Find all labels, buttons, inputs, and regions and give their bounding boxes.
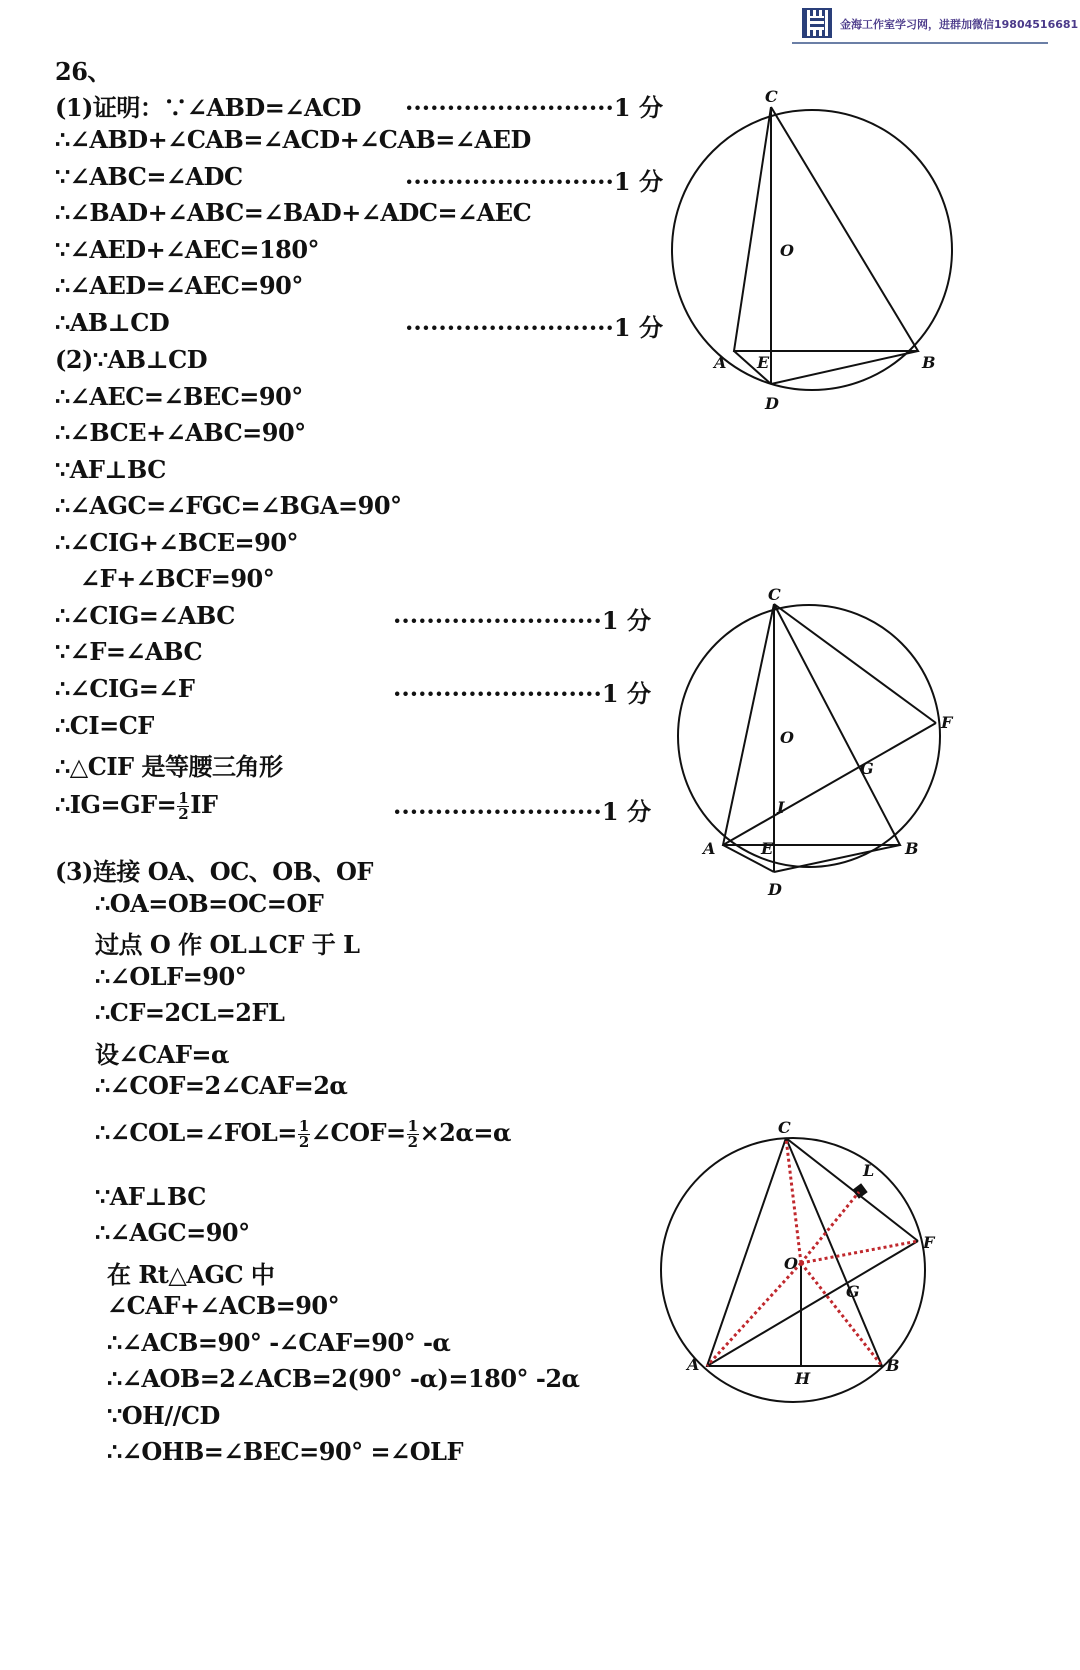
point-label: B: [886, 1356, 900, 1375]
proof-line: ∠CAF+∠ACB=90°: [107, 1291, 340, 1320]
geometry-figure-2: [665, 585, 985, 910]
score-dots: ·························: [405, 93, 614, 122]
proof-line: (2)∵AB⊥CD: [55, 345, 208, 374]
proof-line: ∵OH//CD: [107, 1401, 220, 1430]
proof-line: ∵AF⊥BC: [95, 1182, 206, 1211]
proof-line: ∴OA=OB=OC=OF: [95, 889, 324, 918]
proof-line: ∴∠OLF=90°: [95, 962, 247, 991]
score-label: 1 分: [601, 606, 651, 635]
triangle-abc: [723, 604, 900, 845]
point-label: C: [768, 585, 781, 604]
denominator: 2: [298, 1133, 309, 1151]
text-segment: ∠COF=: [310, 1118, 406, 1147]
proof-line: (3)连接 OA、OC、OB、OF: [55, 857, 373, 886]
dashed-oa: [707, 1263, 801, 1366]
point-label: F: [923, 1233, 935, 1252]
point-label: C: [765, 87, 778, 106]
proof-line: ∵∠ABC=∠ADC: [55, 162, 243, 191]
proof-line: ∴∠BAD+∠ABC=∠BAD+∠ADC=∠AEC: [55, 198, 532, 227]
proof-line: 设∠CAF=α: [95, 1040, 229, 1069]
proof-line-fraction: [95, 1118, 511, 1150]
point-label: A: [687, 1355, 700, 1374]
proof-line-fraction: [55, 790, 217, 822]
text-segment: ×2α=α: [419, 1118, 511, 1147]
qr-code-icon: [802, 8, 832, 38]
segment-bd: [774, 845, 900, 872]
point-label: G: [860, 759, 874, 778]
proof-line: ∴∠CIG=∠F: [55, 674, 195, 703]
proof-line: ∴∠AEC=∠BEC=90°: [55, 382, 303, 411]
circle: [672, 110, 952, 390]
proof-line: ∴AB⊥CD: [55, 308, 170, 337]
point-label: I: [777, 798, 785, 817]
point-label: L: [863, 1161, 875, 1180]
score-label: 1 分: [613, 167, 663, 196]
fraction: [298, 1119, 310, 1150]
score-marker: [405, 88, 663, 123]
score-label: 1 分: [601, 679, 651, 708]
point-label: A: [714, 353, 727, 372]
proof-line: ∴∠AED=∠AEC=90°: [55, 271, 303, 300]
proof-line: ∴∠CIG+∠BCE=90°: [55, 528, 299, 557]
score-marker: [393, 601, 651, 636]
proof-line: ∠F+∠BCF=90°: [80, 564, 275, 593]
point-label: F: [941, 713, 953, 732]
score-dots: ·························: [405, 167, 614, 196]
proof-line: ∴∠ABD+∠CAB=∠ACD+∠CAB=∠AED: [55, 125, 531, 154]
proof-line: ∵AF⊥BC: [55, 455, 166, 484]
proof-line: ∴∠AOB=2∠ACB=2(90° -α)=180° -2α: [107, 1364, 580, 1393]
point-label: E: [757, 353, 770, 372]
score-marker: [405, 162, 663, 197]
numerator: 1: [407, 1117, 418, 1135]
geometry-figure-1: [670, 88, 980, 418]
proof-line: ∴∠AGC=∠FGC=∠BGA=90°: [55, 491, 402, 520]
fraction: [407, 1119, 419, 1150]
text-segment: IF: [190, 790, 218, 819]
point-label: H: [795, 1369, 811, 1388]
proof-line: ∴∠ACB=90° -∠CAF=90° -α: [107, 1328, 451, 1357]
point-label: B: [905, 839, 919, 858]
problem-number: 26、: [55, 57, 111, 86]
score-dots: ·························: [393, 679, 602, 708]
segment-af: [707, 1241, 918, 1366]
point-label: B: [922, 353, 936, 372]
proof-line: ∴∠AGC=90°: [95, 1218, 250, 1247]
proof-line: (1)证明：∵∠ABD=∠ACD: [55, 93, 361, 122]
score-marker: [393, 674, 651, 709]
geometry-figure-3: [655, 1118, 985, 1450]
score-label: 1 分: [613, 93, 663, 122]
score-marker: [393, 792, 651, 827]
score-dots: ·························: [405, 313, 614, 342]
fraction: [177, 791, 189, 822]
point-label: O: [780, 728, 794, 747]
point-label: E: [761, 839, 774, 858]
point-label: G: [846, 1282, 860, 1301]
proof-line: ∴CF=2CL=2FL: [95, 998, 285, 1027]
page-header: [792, 4, 1079, 44]
score-marker: [405, 308, 663, 343]
proof-line: ∴CI=CF: [55, 711, 154, 740]
numerator: 1: [298, 1117, 309, 1135]
numerator: 1: [178, 789, 189, 807]
segment-bd: [771, 351, 918, 384]
circle: [678, 605, 940, 867]
proof-line: ∵∠F=∠ABC: [55, 637, 203, 666]
point-label: D: [768, 880, 782, 899]
dashed-ob: [801, 1263, 882, 1366]
proof-line: ∴∠BCE+∠ABC=90°: [55, 418, 306, 447]
point-label: A: [703, 839, 716, 858]
point-label: O: [780, 241, 794, 260]
segment-cf: [774, 604, 936, 723]
proof-line: ∴∠COF=2∠CAF=2α: [95, 1071, 348, 1100]
point-label: D: [765, 394, 779, 413]
score-dots: ·························: [393, 606, 602, 635]
denominator: 2: [407, 1133, 418, 1151]
point-label: C: [778, 1118, 791, 1137]
triangle-abc: [734, 107, 918, 351]
text-segment: ∴IG=GF=: [55, 790, 177, 819]
score-dots: ·························: [393, 797, 602, 826]
proof-line: ∴∠OHB=∠BEC=90° =∠OLF: [107, 1437, 464, 1466]
point-label: O: [784, 1254, 798, 1273]
denominator: 2: [178, 805, 189, 823]
proof-line: ∴△CIF 是等腰三角形: [55, 752, 283, 781]
text-segment: ∴∠COL=∠FOL=: [95, 1118, 297, 1147]
proof-line: 过点 O 作 OL⊥CF 于 L: [95, 930, 360, 959]
score-label: 1 分: [601, 797, 651, 826]
proof-line: 在 Rt△AGC 中: [107, 1260, 275, 1289]
score-label: 1 分: [613, 313, 663, 342]
proof-line: ∴∠CIG=∠ABC: [55, 601, 235, 630]
header-text: 金海工作室学习网，进群加微信19804516681: [840, 18, 1079, 31]
proof-line: ∵∠AED+∠AEC=180°: [55, 235, 320, 264]
